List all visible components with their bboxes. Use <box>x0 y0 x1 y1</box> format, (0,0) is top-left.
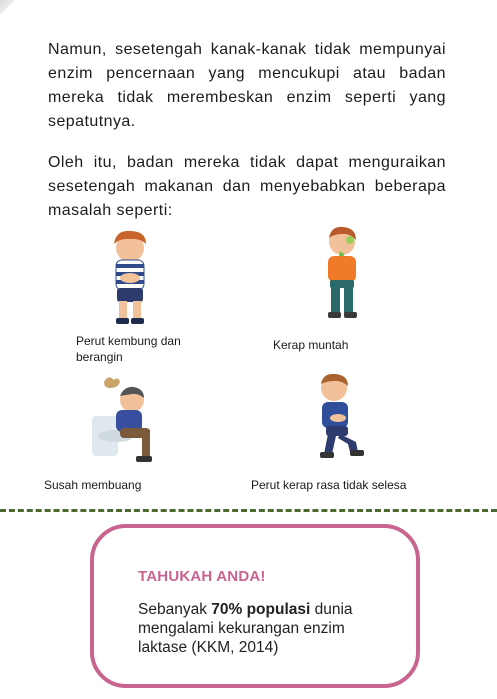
symptom-label-vomiting: Kerap muntah <box>273 338 349 352</box>
intro-paragraph: Namun, sesetengah kanak-kanak tidak mempunyai enzim pencernaan yang mencukupi atau badan mereka tidak merembeskan enzim seperti yang sepatutnya. <box>48 41 446 130</box>
callout-body <box>138 600 388 657</box>
callout-body-highlight: 70% populasi <box>211 601 311 618</box>
child-stomach-ache-icon <box>310 372 370 460</box>
symptom-label-discomfort: Perut kerap rasa tidak selesa <box>251 478 407 492</box>
child-constipation-toilet-icon <box>90 370 154 466</box>
callout-title: TAHUKAH ANDA! <box>138 568 266 585</box>
did-you-know-callout <box>90 524 420 688</box>
problems-paragraph: Oleh itu, badan mereka tidak dapat menguraikan sesetengah makanan dan menyebabkan beberapa masalah seperti: <box>48 154 446 219</box>
callout-body-suffix: dunia mengalami kekurangan enzim laktase (KKM, 2014) <box>138 601 353 656</box>
child-vomiting-icon <box>316 224 366 322</box>
symptom-label-bloated: Perut kembung dan berangin <box>76 334 181 364</box>
page-corner-fold <box>0 0 16 16</box>
section-divider <box>0 509 497 512</box>
symptom-label-constipation: Susah membuang <box>44 478 142 492</box>
callout-body-prefix: Sebanyak <box>138 601 212 618</box>
child-bloated-stomach-icon <box>96 226 164 328</box>
